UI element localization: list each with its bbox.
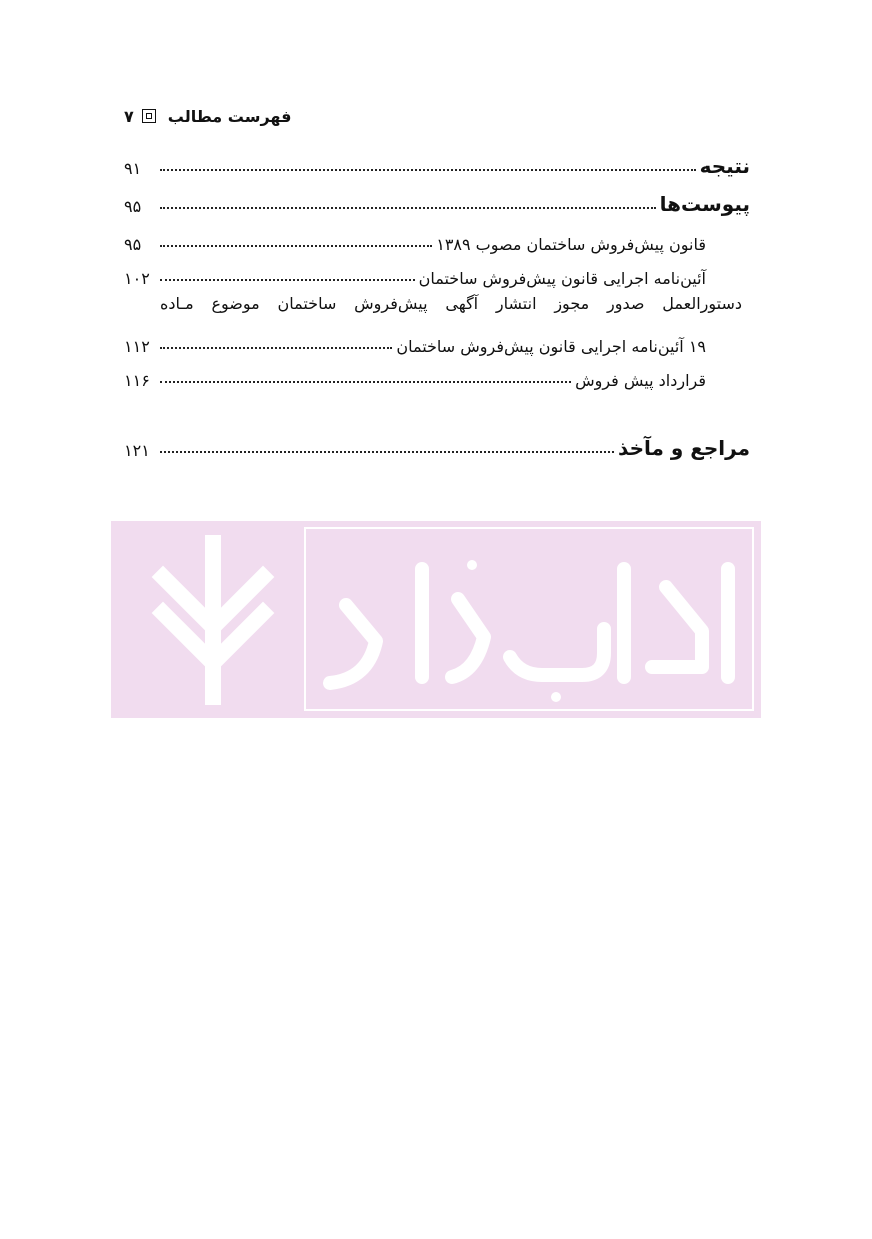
dot-leader	[160, 169, 696, 171]
toc-entry-executive-regulation[interactable]	[124, 258, 706, 288]
publisher-logo-icon	[123, 521, 303, 718]
running-header	[124, 104, 291, 128]
publisher-watermark	[111, 521, 761, 718]
toc-entry-presale-contract[interactable]	[124, 360, 706, 390]
dot-leader	[160, 207, 656, 209]
toc-entry-page: ۹۱	[124, 159, 142, 178]
dot-leader	[160, 381, 571, 383]
toc-entry-title: پیوست‌ها	[659, 192, 750, 216]
toc-entry-references[interactable]	[124, 430, 750, 460]
dot-leader	[160, 245, 432, 247]
toc-entry-title: آئین‌نامه اجرایی قانون پیش‌فروش ساختمان	[418, 269, 706, 288]
toc-entry-page: ۱۱۶	[124, 371, 150, 390]
toc-entry-title: ۱۹ آئین‌نامه اجرایی قانون پیش‌فروش ساختمان	[396, 337, 706, 356]
toc-entry-appendices[interactable]	[124, 186, 750, 216]
header-page-number: ۷	[124, 106, 134, 126]
toc-entry-page: ۱۰۲	[124, 269, 150, 288]
toc-entry-title: نتیجه	[699, 154, 750, 178]
toc-entry-title: قانون پیش‌فروش ساختمان مصوب ۱۳۸۹	[436, 235, 706, 254]
header-title: فهرست مطالب	[167, 106, 292, 126]
toc-entry-presale-law[interactable]	[124, 224, 706, 254]
toc-entry-instruction[interactable]	[124, 326, 706, 356]
dot-leader	[160, 451, 614, 453]
toc-entry-page: ۹۵	[124, 235, 142, 254]
dot-leader	[160, 347, 392, 349]
boxed-square-icon	[142, 109, 156, 123]
brand-wordmark-icon	[306, 529, 752, 709]
toc-entry-page: ۹۵	[124, 197, 142, 216]
watermark-frame	[304, 527, 754, 711]
toc-entry-instruction-line1[interactable]: دستورالعمل صدور مجوز انتشار آگهی پیش‌فروش ساختمان موضوع مـاده	[160, 294, 742, 313]
toc-entry-conclusion[interactable]	[124, 148, 750, 178]
toc-entry-title: مراجع و مآخذ	[618, 436, 750, 460]
toc-entry-title: قرارداد پیش فروش	[575, 371, 706, 390]
toc-entry-page: ۱۲۱	[124, 441, 150, 460]
dot-leader	[160, 279, 415, 281]
toc-entry-page: ۱۱۲	[124, 337, 150, 356]
